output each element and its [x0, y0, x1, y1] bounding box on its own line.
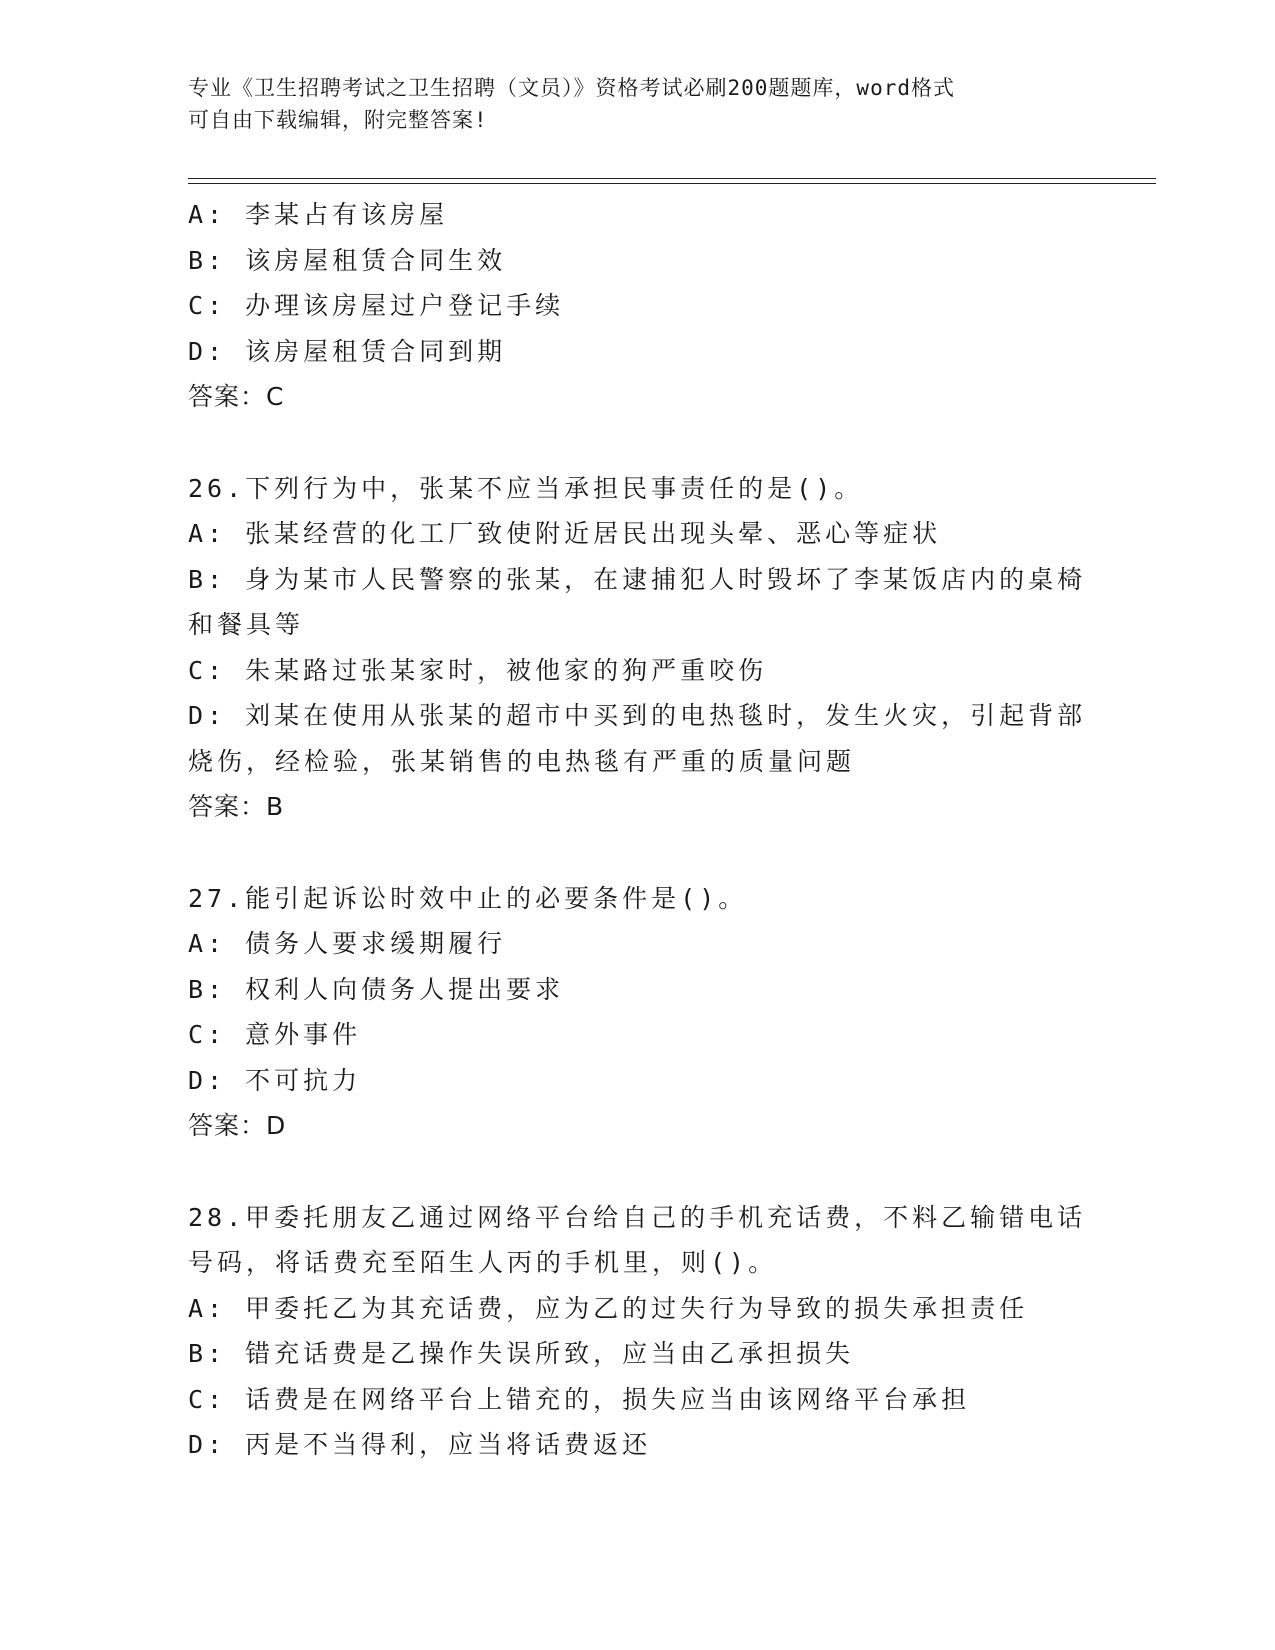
answer-line: 答案：D	[188, 1111, 287, 1140]
option-a: A: 李某占有该房屋	[188, 200, 449, 229]
option-c: C: 话费是在网络平台上错充的，损失应当由该网络平台承担	[188, 1384, 971, 1414]
option-a: A: 债务人要求缓期履行	[188, 929, 507, 958]
answer-line: 答案：B	[188, 792, 285, 821]
document-header	[188, 72, 1068, 136]
question-stem: 27.能引起诉讼时效中止的必要条件是()。	[188, 883, 748, 913]
option-d: D: 刘某在使用从张某的超市中买到的电热毯时，发生火灾，引起背部	[188, 701, 1087, 730]
question-block	[188, 1195, 1088, 1468]
option-d: D: 丙是不当得利，应当将话费返还	[188, 1430, 652, 1459]
question-stem-continued: 号码，将话费充至陌生人丙的手机里，则()。	[188, 1248, 778, 1277]
option-a: A: 甲委托乙为其充话费，应为乙的过失行为导致的损失承担责任	[188, 1293, 1029, 1323]
option-d: D: 不可抗力	[188, 1065, 362, 1095]
option-b: B: 错充话费是乙操作失误所致，应当由乙承担损失	[188, 1339, 855, 1368]
header-rule-top	[188, 178, 1156, 179]
header-rule-bottom	[188, 183, 1156, 184]
option-d-continued: 烧伤，经检验，张某销售的电热毯有严重的质量问题	[188, 746, 856, 776]
option-c: C: 意外事件	[188, 1020, 362, 1049]
option-b-continued: 和餐具等	[188, 610, 305, 639]
option-c: C: 办理该房屋过户登记手续	[188, 291, 565, 320]
header-line-1: 专业《卫生招聘考试之卫生招聘（文员）》资格考试必刷200题题库，word格式	[188, 76, 955, 100]
answer-line: 答案：C	[188, 382, 285, 411]
option-a: A: 张某经营的化工厂致使附近居民出现头晕、恶心等症状	[188, 519, 942, 548]
question-list	[188, 192, 1088, 1468]
question-block	[188, 192, 1088, 420]
option-c: C: 朱某路过张某家时，被他家的狗严重咬伤	[188, 655, 768, 685]
question-block	[188, 876, 1088, 1149]
question-block	[188, 466, 1088, 830]
header-line-2: 可自由下载编辑，附完整答案!	[188, 108, 488, 132]
option-b: B: 权利人向债务人提出要求	[188, 974, 565, 1004]
option-d: D: 该房屋租赁合同到期	[188, 336, 507, 366]
question-stem: 26.下列行为中，张某不应当承担民事责任的是()。	[188, 473, 864, 503]
option-b: B: 身为某市人民警察的张某，在逮捕犯人时毁坏了李某饭店内的桌椅	[188, 564, 1087, 594]
option-b: B: 该房屋租赁合同生效	[188, 245, 507, 275]
question-stem: 28.甲委托朋友乙通过网络平台给自己的手机充话费，不料乙输错电话	[188, 1202, 1087, 1232]
